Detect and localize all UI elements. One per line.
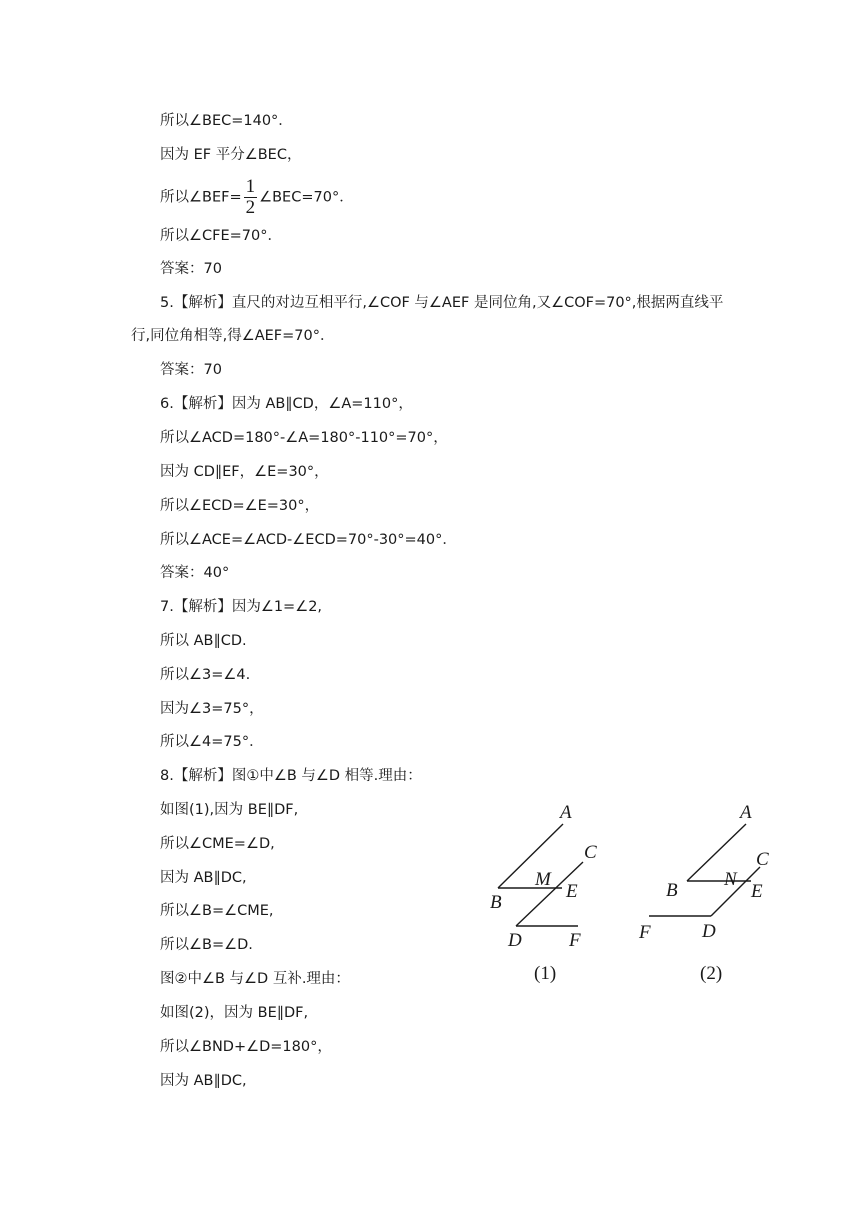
text-line: 因为 AB∥DC, — [160, 870, 247, 886]
segment-ab — [687, 824, 746, 881]
text-line: 所以∠3=∠4. — [160, 667, 251, 683]
label-c: C — [756, 849, 769, 870]
label-m: M — [535, 869, 551, 890]
figure-1 — [480, 795, 620, 995]
text-line: 因为 AB∥DC, — [160, 1073, 247, 1089]
text-line: 如图(1),因为 BE∥DF, — [160, 802, 299, 818]
text-line: 所以∠B=∠CME, — [160, 903, 274, 919]
text-line: 因为∠3=75°， — [160, 701, 264, 717]
text-line: 所以∠ACD=180°-∠A=180°-110°=70°， — [160, 430, 448, 446]
label-b: B — [666, 880, 678, 901]
text-segment: 所以∠BEF= — [160, 189, 242, 206]
answer-line: 答案：40° — [160, 565, 230, 581]
label-c: C — [584, 842, 597, 863]
text-line: 所以∠B=∠D. — [160, 937, 253, 953]
label-n: N — [724, 869, 737, 890]
text-line: 6.【解析】因为 AB∥CD，∠A=110°， — [160, 396, 413, 412]
label-f: F — [569, 930, 581, 951]
text-line: 所以∠CFE=70°． — [160, 228, 282, 244]
text-line: 所以∠BND+∠D=180°， — [160, 1039, 332, 1055]
figure-2-caption: (2) — [700, 963, 723, 984]
label-b: B — [490, 892, 502, 913]
label-e: E — [566, 881, 578, 902]
label-a: A — [560, 802, 572, 823]
answer-line: 答案：70 — [160, 261, 222, 277]
text-line: 所以∠BEC=140°． — [160, 113, 293, 129]
label-a: A — [740, 802, 752, 823]
fraction-numerator: 1 — [245, 176, 256, 197]
label-e: E — [751, 881, 763, 902]
text-line: 所以 AB∥CD. — [160, 633, 247, 649]
text-segment: ∠BEC=70°． — [259, 189, 354, 206]
text-line: 因为 EF 平分∠BEC， — [160, 147, 302, 163]
fraction-denominator: 2 — [245, 197, 256, 218]
fraction-one-half — [244, 177, 258, 218]
figure-2 — [635, 795, 785, 995]
segment-ab — [498, 824, 563, 888]
label-d: D — [702, 921, 716, 942]
text-line: 5.【解析】直尺的对边互相平行,∠COF 与∠AEF 是同位角,又∠COF=70°,根据两直线平 — [160, 295, 724, 311]
label-d: D — [508, 930, 522, 951]
text-line: 8.【解析】图①中∠B 与∠D 相等.理由： — [160, 768, 422, 784]
text-line: 图②中∠B 与∠D 互补.理由： — [160, 971, 350, 987]
text-line: 所以∠ACE=∠ACD-∠ECD=70°-30°=40°． — [160, 532, 457, 548]
text-line: 如图(2)，因为 BE∥DF, — [160, 1005, 309, 1021]
text-line-fraction — [160, 177, 354, 218]
text-line: 因为 CD∥EF，∠E=30°， — [160, 464, 329, 480]
label-f: F — [639, 922, 651, 943]
text-line: 行,同位角相等,得∠AEF=70°． — [131, 328, 335, 344]
text-line: 所以∠4=75°． — [160, 734, 264, 750]
answer-line: 答案：70 — [160, 362, 222, 378]
text-line: 所以∠CME=∠D, — [160, 836, 275, 852]
text-line: 所以∠ECD=∠E=30°， — [160, 498, 320, 514]
figure-1-caption: (1) — [534, 963, 557, 984]
text-line: 7.【解析】因为∠1=∠2, — [160, 599, 323, 615]
